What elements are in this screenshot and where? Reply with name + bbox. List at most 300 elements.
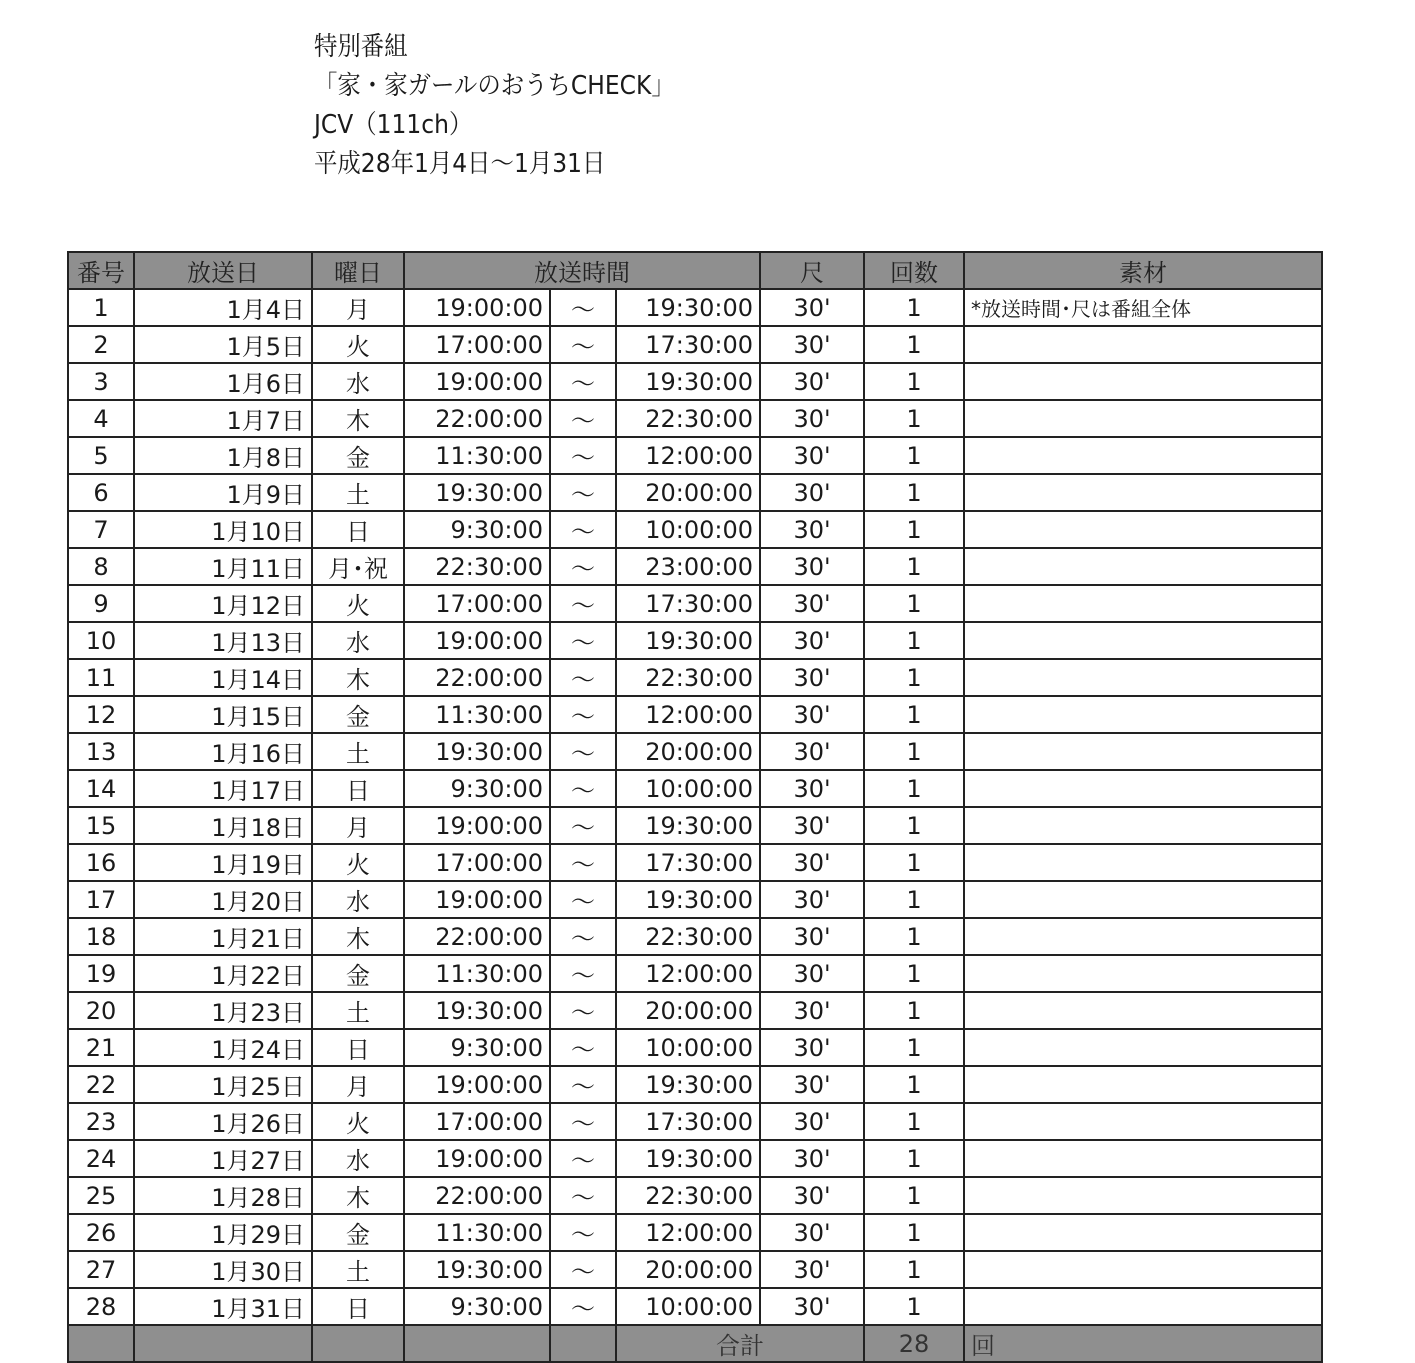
cell-date: 1月18日 bbox=[134, 807, 312, 844]
cell-count: 1 bbox=[864, 807, 964, 844]
cell-count: 1 bbox=[864, 696, 964, 733]
cell-weekday: 水 bbox=[312, 1140, 404, 1177]
cell-material bbox=[964, 474, 1322, 511]
cell-material bbox=[964, 511, 1322, 548]
cell-count: 1 bbox=[864, 955, 964, 992]
document-header bbox=[314, 28, 675, 184]
cell-length: 30' bbox=[760, 289, 864, 326]
cell-weekday: 木 bbox=[312, 918, 404, 955]
cell-material bbox=[964, 733, 1322, 770]
cell-end-time: 17:30:00 bbox=[616, 1103, 760, 1140]
cell-tilde: ～ bbox=[550, 881, 616, 918]
cell-material bbox=[964, 1103, 1322, 1140]
cell-length: 30' bbox=[760, 474, 864, 511]
cell-count: 1 bbox=[864, 918, 964, 955]
cell-start-time: 9:30:00 bbox=[404, 770, 550, 807]
table-row bbox=[68, 659, 1322, 696]
cell-start-time: 19:00:00 bbox=[404, 881, 550, 918]
cell-material bbox=[964, 585, 1322, 622]
cell-length: 30' bbox=[760, 363, 864, 400]
cell-length: 30' bbox=[760, 733, 864, 770]
cell-start-time: 19:30:00 bbox=[404, 474, 550, 511]
cell-material bbox=[964, 992, 1322, 1029]
cell-weekday: 木 bbox=[312, 1177, 404, 1214]
cell-tilde: ～ bbox=[550, 326, 616, 363]
cell-end-time: 19:30:00 bbox=[616, 1140, 760, 1177]
cell-tilde: ～ bbox=[550, 1288, 616, 1325]
cell-end-time: 12:00:00 bbox=[616, 1214, 760, 1251]
cell-weekday: 金 bbox=[312, 955, 404, 992]
cell-weekday: 月･祝 bbox=[312, 548, 404, 585]
cell-end-time: 20:00:00 bbox=[616, 733, 760, 770]
cell-date: 1月5日 bbox=[134, 326, 312, 363]
cell-material bbox=[964, 807, 1322, 844]
total-blank bbox=[550, 1325, 616, 1362]
total-label: 合計 bbox=[616, 1325, 864, 1362]
cell-tilde: ～ bbox=[550, 955, 616, 992]
cell-length: 30' bbox=[760, 918, 864, 955]
cell-date: 1月29日 bbox=[134, 1214, 312, 1251]
cell-weekday: 土 bbox=[312, 474, 404, 511]
cell-weekday: 日 bbox=[312, 1029, 404, 1066]
cell-date: 1月27日 bbox=[134, 1140, 312, 1177]
cell-weekday: 水 bbox=[312, 622, 404, 659]
cell-count: 1 bbox=[864, 474, 964, 511]
table-row bbox=[68, 289, 1322, 326]
cell-weekday: 金 bbox=[312, 696, 404, 733]
cell-tilde: ～ bbox=[550, 807, 616, 844]
cell-tilde: ～ bbox=[550, 1066, 616, 1103]
cell-date: 1月16日 bbox=[134, 733, 312, 770]
cell-length: 30' bbox=[760, 992, 864, 1029]
cell-end-time: 10:00:00 bbox=[616, 1029, 760, 1066]
total-blank bbox=[312, 1325, 404, 1362]
cell-material bbox=[964, 1251, 1322, 1288]
cell-start-time: 19:00:00 bbox=[404, 363, 550, 400]
cell-date: 1月20日 bbox=[134, 881, 312, 918]
cell-material bbox=[964, 770, 1322, 807]
cell-no: 13 bbox=[68, 733, 134, 770]
cell-date: 1月25日 bbox=[134, 1066, 312, 1103]
cell-length: 30' bbox=[760, 1177, 864, 1214]
table-row bbox=[68, 1214, 1322, 1251]
cell-date: 1月15日 bbox=[134, 696, 312, 733]
col-header-weekday: 曜日 bbox=[312, 252, 404, 289]
cell-end-time: 20:00:00 bbox=[616, 1251, 760, 1288]
total-value: 28 bbox=[864, 1325, 964, 1362]
table-row bbox=[68, 326, 1322, 363]
total-blank bbox=[134, 1325, 312, 1362]
cell-no: 4 bbox=[68, 400, 134, 437]
channel: JCV（111ch） bbox=[314, 110, 473, 140]
cell-material bbox=[964, 1288, 1322, 1325]
cell-count: 1 bbox=[864, 770, 964, 807]
cell-start-time: 17:00:00 bbox=[404, 585, 550, 622]
cell-start-time: 22:00:00 bbox=[404, 659, 550, 696]
cell-date: 1月19日 bbox=[134, 844, 312, 881]
cell-date: 1月30日 bbox=[134, 1251, 312, 1288]
cell-length: 30' bbox=[760, 844, 864, 881]
cell-length: 30' bbox=[760, 400, 864, 437]
cell-no: 11 bbox=[68, 659, 134, 696]
broadcast-period: 平成28年1月4日～1月31日 bbox=[314, 149, 606, 179]
table-row bbox=[68, 844, 1322, 881]
total-row bbox=[68, 1325, 1322, 1362]
cell-no: 10 bbox=[68, 622, 134, 659]
program-type: 特別番組 bbox=[314, 32, 408, 62]
cell-start-time: 11:30:00 bbox=[404, 1214, 550, 1251]
cell-count: 1 bbox=[864, 363, 964, 400]
cell-date: 1月7日 bbox=[134, 400, 312, 437]
cell-weekday: 木 bbox=[312, 400, 404, 437]
col-header-no: 番号 bbox=[68, 252, 134, 289]
col-header-length: 尺 bbox=[760, 252, 864, 289]
cell-end-time: 22:30:00 bbox=[616, 400, 760, 437]
cell-date: 1月21日 bbox=[134, 918, 312, 955]
cell-end-time: 12:00:00 bbox=[616, 696, 760, 733]
cell-start-time: 9:30:00 bbox=[404, 1029, 550, 1066]
cell-length: 30' bbox=[760, 770, 864, 807]
cell-count: 1 bbox=[864, 511, 964, 548]
table-row bbox=[68, 1140, 1322, 1177]
cell-date: 1月14日 bbox=[134, 659, 312, 696]
cell-tilde: ～ bbox=[550, 437, 616, 474]
cell-material bbox=[964, 844, 1322, 881]
cell-no: 20 bbox=[68, 992, 134, 1029]
cell-tilde: ～ bbox=[550, 1214, 616, 1251]
cell-date: 1月26日 bbox=[134, 1103, 312, 1140]
cell-no: 27 bbox=[68, 1251, 134, 1288]
cell-tilde: ～ bbox=[550, 844, 616, 881]
cell-weekday: 火 bbox=[312, 585, 404, 622]
cell-count: 1 bbox=[864, 622, 964, 659]
cell-end-time: 22:30:00 bbox=[616, 659, 760, 696]
cell-no: 16 bbox=[68, 844, 134, 881]
cell-weekday: 月 bbox=[312, 807, 404, 844]
table-row bbox=[68, 400, 1322, 437]
cell-end-time: 19:30:00 bbox=[616, 363, 760, 400]
table-row bbox=[68, 1177, 1322, 1214]
cell-end-time: 17:30:00 bbox=[616, 844, 760, 881]
cell-length: 30' bbox=[760, 622, 864, 659]
cell-no: 8 bbox=[68, 548, 134, 585]
table-row bbox=[68, 1288, 1322, 1325]
cell-date: 1月8日 bbox=[134, 437, 312, 474]
cell-material: *放送時間･尺は番組全体 bbox=[964, 289, 1322, 326]
col-header-date: 放送日 bbox=[134, 252, 312, 289]
cell-tilde: ～ bbox=[550, 992, 616, 1029]
cell-date: 1月11日 bbox=[134, 548, 312, 585]
cell-tilde: ～ bbox=[550, 400, 616, 437]
cell-end-time: 10:00:00 bbox=[616, 770, 760, 807]
cell-weekday: 火 bbox=[312, 844, 404, 881]
cell-end-time: 17:30:00 bbox=[616, 585, 760, 622]
cell-no: 3 bbox=[68, 363, 134, 400]
table-body bbox=[68, 289, 1322, 1325]
table-row bbox=[68, 1029, 1322, 1066]
cell-start-time: 19:00:00 bbox=[404, 807, 550, 844]
cell-no: 2 bbox=[68, 326, 134, 363]
cell-material bbox=[964, 659, 1322, 696]
program-title: 「家・家ガールのおうちCHECK」 bbox=[314, 71, 675, 101]
cell-weekday: 金 bbox=[312, 437, 404, 474]
total-blank bbox=[68, 1325, 134, 1362]
cell-no: 9 bbox=[68, 585, 134, 622]
col-header-count: 回数 bbox=[864, 252, 964, 289]
cell-no: 28 bbox=[68, 1288, 134, 1325]
cell-start-time: 22:00:00 bbox=[404, 400, 550, 437]
table-row bbox=[68, 1251, 1322, 1288]
cell-date: 1月28日 bbox=[134, 1177, 312, 1214]
cell-count: 1 bbox=[864, 548, 964, 585]
cell-count: 1 bbox=[864, 400, 964, 437]
cell-tilde: ～ bbox=[550, 733, 616, 770]
cell-tilde: ～ bbox=[550, 1177, 616, 1214]
cell-date: 1月4日 bbox=[134, 289, 312, 326]
cell-no: 1 bbox=[68, 289, 134, 326]
cell-start-time: 19:30:00 bbox=[404, 733, 550, 770]
cell-end-time: 22:30:00 bbox=[616, 1177, 760, 1214]
cell-no: 15 bbox=[68, 807, 134, 844]
cell-count: 1 bbox=[864, 326, 964, 363]
cell-end-time: 10:00:00 bbox=[616, 1288, 760, 1325]
cell-count: 1 bbox=[864, 659, 964, 696]
cell-tilde: ～ bbox=[550, 511, 616, 548]
cell-date: 1月6日 bbox=[134, 363, 312, 400]
cell-length: 30' bbox=[760, 659, 864, 696]
cell-weekday: 水 bbox=[312, 363, 404, 400]
cell-date: 1月22日 bbox=[134, 955, 312, 992]
cell-tilde: ～ bbox=[550, 1140, 616, 1177]
cell-count: 1 bbox=[864, 1140, 964, 1177]
cell-no: 19 bbox=[68, 955, 134, 992]
cell-no: 24 bbox=[68, 1140, 134, 1177]
cell-length: 30' bbox=[760, 437, 864, 474]
table-row bbox=[68, 622, 1322, 659]
cell-length: 30' bbox=[760, 881, 864, 918]
cell-end-time: 20:00:00 bbox=[616, 474, 760, 511]
cell-date: 1月9日 bbox=[134, 474, 312, 511]
cell-start-time: 11:30:00 bbox=[404, 437, 550, 474]
cell-tilde: ～ bbox=[550, 1251, 616, 1288]
broadcast-schedule-table bbox=[67, 251, 1323, 1363]
cell-end-time: 20:00:00 bbox=[616, 992, 760, 1029]
total-blank bbox=[404, 1325, 550, 1362]
cell-length: 30' bbox=[760, 1288, 864, 1325]
cell-tilde: ～ bbox=[550, 548, 616, 585]
cell-date: 1月23日 bbox=[134, 992, 312, 1029]
cell-length: 30' bbox=[760, 1029, 864, 1066]
cell-end-time: 22:30:00 bbox=[616, 918, 760, 955]
cell-start-time: 19:30:00 bbox=[404, 992, 550, 1029]
cell-material bbox=[964, 955, 1322, 992]
table-row bbox=[68, 807, 1322, 844]
cell-count: 1 bbox=[864, 1251, 964, 1288]
cell-material bbox=[964, 622, 1322, 659]
cell-length: 30' bbox=[760, 696, 864, 733]
cell-material bbox=[964, 437, 1322, 474]
table-row bbox=[68, 511, 1322, 548]
cell-start-time: 17:00:00 bbox=[404, 844, 550, 881]
cell-count: 1 bbox=[864, 1214, 964, 1251]
cell-start-time: 22:30:00 bbox=[404, 548, 550, 585]
cell-material bbox=[964, 1214, 1322, 1251]
cell-count: 1 bbox=[864, 585, 964, 622]
cell-start-time: 17:00:00 bbox=[404, 326, 550, 363]
cell-weekday: 火 bbox=[312, 326, 404, 363]
cell-tilde: ～ bbox=[550, 659, 616, 696]
cell-count: 1 bbox=[864, 881, 964, 918]
cell-length: 30' bbox=[760, 1214, 864, 1251]
cell-length: 30' bbox=[760, 326, 864, 363]
cell-end-time: 19:30:00 bbox=[616, 881, 760, 918]
cell-end-time: 12:00:00 bbox=[616, 955, 760, 992]
cell-length: 30' bbox=[760, 1251, 864, 1288]
cell-end-time: 19:30:00 bbox=[616, 289, 760, 326]
table-row bbox=[68, 474, 1322, 511]
cell-no: 7 bbox=[68, 511, 134, 548]
table-row bbox=[68, 437, 1322, 474]
cell-tilde: ～ bbox=[550, 363, 616, 400]
cell-weekday: 月 bbox=[312, 1066, 404, 1103]
cell-end-time: 10:00:00 bbox=[616, 511, 760, 548]
cell-start-time: 19:00:00 bbox=[404, 1066, 550, 1103]
cell-date: 1月24日 bbox=[134, 1029, 312, 1066]
cell-weekday: 木 bbox=[312, 659, 404, 696]
cell-start-time: 9:30:00 bbox=[404, 511, 550, 548]
table-row bbox=[68, 881, 1322, 918]
cell-no: 12 bbox=[68, 696, 134, 733]
cell-material bbox=[964, 696, 1322, 733]
cell-length: 30' bbox=[760, 807, 864, 844]
cell-length: 30' bbox=[760, 1103, 864, 1140]
cell-weekday: 土 bbox=[312, 733, 404, 770]
cell-weekday: 日 bbox=[312, 1288, 404, 1325]
cell-material bbox=[964, 1140, 1322, 1177]
cell-count: 1 bbox=[864, 1288, 964, 1325]
cell-weekday: 金 bbox=[312, 1214, 404, 1251]
cell-date: 1月13日 bbox=[134, 622, 312, 659]
cell-material bbox=[964, 1177, 1322, 1214]
cell-start-time: 19:00:00 bbox=[404, 622, 550, 659]
cell-start-time: 17:00:00 bbox=[404, 1103, 550, 1140]
table-row bbox=[68, 992, 1322, 1029]
col-header-material: 素材 bbox=[964, 252, 1322, 289]
cell-date: 1月10日 bbox=[134, 511, 312, 548]
cell-date: 1月12日 bbox=[134, 585, 312, 622]
cell-length: 30' bbox=[760, 1066, 864, 1103]
cell-material bbox=[964, 363, 1322, 400]
cell-weekday: 土 bbox=[312, 992, 404, 1029]
cell-length: 30' bbox=[760, 548, 864, 585]
cell-end-time: 23:00:00 bbox=[616, 548, 760, 585]
cell-tilde: ～ bbox=[550, 474, 616, 511]
cell-no: 6 bbox=[68, 474, 134, 511]
cell-no: 18 bbox=[68, 918, 134, 955]
table-row bbox=[68, 1103, 1322, 1140]
cell-material bbox=[964, 548, 1322, 585]
table-row bbox=[68, 1066, 1322, 1103]
cell-count: 1 bbox=[864, 437, 964, 474]
cell-material bbox=[964, 918, 1322, 955]
table-row bbox=[68, 363, 1322, 400]
cell-count: 1 bbox=[864, 992, 964, 1029]
cell-count: 1 bbox=[864, 1066, 964, 1103]
table-header-row bbox=[68, 252, 1322, 289]
cell-weekday: 土 bbox=[312, 1251, 404, 1288]
cell-tilde: ～ bbox=[550, 1029, 616, 1066]
cell-start-time: 22:00:00 bbox=[404, 1177, 550, 1214]
cell-start-time: 19:00:00 bbox=[404, 289, 550, 326]
cell-material bbox=[964, 881, 1322, 918]
cell-weekday: 日 bbox=[312, 511, 404, 548]
cell-no: 17 bbox=[68, 881, 134, 918]
cell-start-time: 11:30:00 bbox=[404, 955, 550, 992]
table-row bbox=[68, 733, 1322, 770]
cell-weekday: 火 bbox=[312, 1103, 404, 1140]
cell-count: 1 bbox=[864, 1103, 964, 1140]
cell-count: 1 bbox=[864, 844, 964, 881]
cell-length: 30' bbox=[760, 585, 864, 622]
table-row bbox=[68, 696, 1322, 733]
cell-length: 30' bbox=[760, 1140, 864, 1177]
cell-end-time: 19:30:00 bbox=[616, 1066, 760, 1103]
cell-count: 1 bbox=[864, 733, 964, 770]
cell-no: 21 bbox=[68, 1029, 134, 1066]
cell-date: 1月17日 bbox=[134, 770, 312, 807]
cell-end-time: 19:30:00 bbox=[616, 622, 760, 659]
table-row bbox=[68, 548, 1322, 585]
cell-no: 26 bbox=[68, 1214, 134, 1251]
cell-tilde: ～ bbox=[550, 918, 616, 955]
cell-material bbox=[964, 326, 1322, 363]
table-row bbox=[68, 955, 1322, 992]
cell-end-time: 17:30:00 bbox=[616, 326, 760, 363]
col-header-time: 放送時間 bbox=[404, 252, 760, 289]
cell-start-time: 22:00:00 bbox=[404, 918, 550, 955]
cell-tilde: ～ bbox=[550, 770, 616, 807]
cell-material bbox=[964, 1066, 1322, 1103]
cell-start-time: 19:30:00 bbox=[404, 1251, 550, 1288]
cell-tilde: ～ bbox=[550, 585, 616, 622]
cell-weekday: 水 bbox=[312, 881, 404, 918]
cell-weekday: 月 bbox=[312, 289, 404, 326]
cell-start-time: 11:30:00 bbox=[404, 696, 550, 733]
cell-no: 22 bbox=[68, 1066, 134, 1103]
cell-no: 5 bbox=[68, 437, 134, 474]
table-row bbox=[68, 770, 1322, 807]
cell-material bbox=[964, 400, 1322, 437]
table-row bbox=[68, 918, 1322, 955]
cell-tilde: ～ bbox=[550, 622, 616, 659]
cell-tilde: ～ bbox=[550, 696, 616, 733]
cell-count: 1 bbox=[864, 1029, 964, 1066]
cell-weekday: 日 bbox=[312, 770, 404, 807]
cell-count: 1 bbox=[864, 1177, 964, 1214]
cell-start-time: 9:30:00 bbox=[404, 1288, 550, 1325]
cell-tilde: ～ bbox=[550, 289, 616, 326]
cell-date: 1月31日 bbox=[134, 1288, 312, 1325]
cell-material bbox=[964, 1029, 1322, 1066]
cell-length: 30' bbox=[760, 955, 864, 992]
cell-no: 14 bbox=[68, 770, 134, 807]
cell-no: 25 bbox=[68, 1177, 134, 1214]
cell-tilde: ～ bbox=[550, 1103, 616, 1140]
cell-start-time: 19:00:00 bbox=[404, 1140, 550, 1177]
table-row bbox=[68, 585, 1322, 622]
cell-end-time: 12:00:00 bbox=[616, 437, 760, 474]
total-unit: 回 bbox=[964, 1325, 1322, 1362]
